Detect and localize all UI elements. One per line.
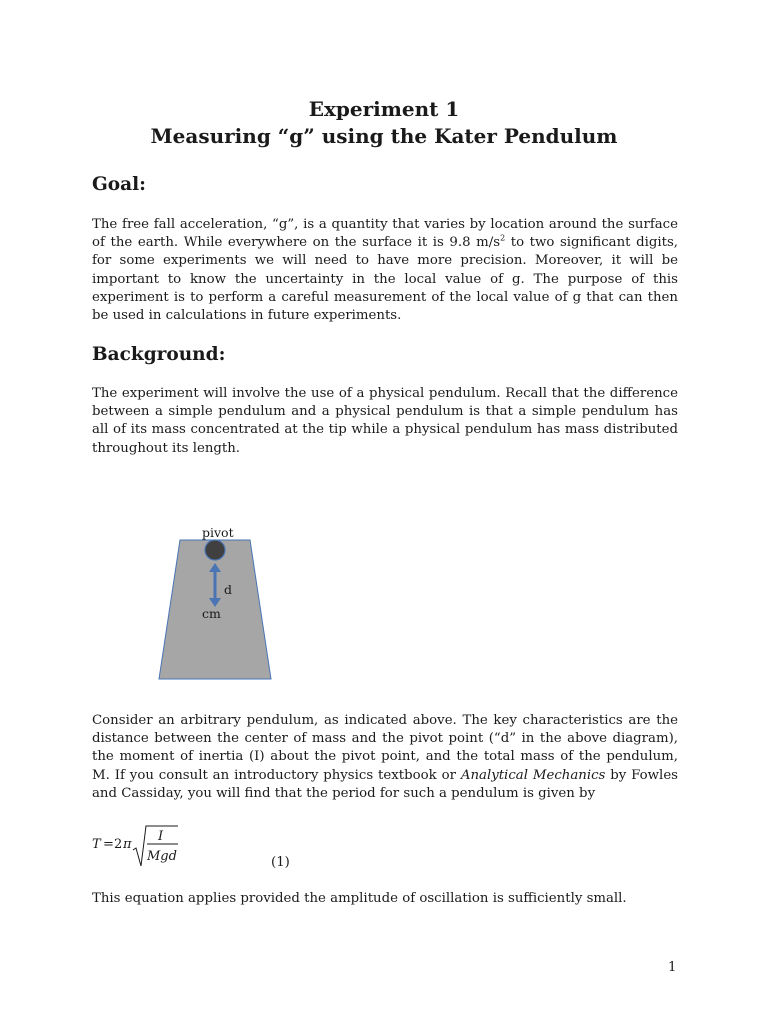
experiment-number-title: Experiment 1 [308, 97, 460, 121]
pivot-label: pivot [202, 525, 234, 540]
equation-equals: = [103, 837, 114, 852]
equation-coefficient: 2 [114, 837, 123, 852]
goal-text-part2: to two significant digits, for some experiments we will need to have more precision. Moreover, it will be important to know the uncertainty in the local value of g. The purpose of this experiment is to perform a careful measurement of the local value of g that can then be used in calculations in future experiments. [92, 235, 679, 324]
distance-label: d [224, 582, 233, 597]
paragraph2-text-part1: Consider an arbitrary pendulum, as indicated above. The key characteristics are the distance between the center of mass and the pivot point (“d” in the above diagram), the moment of inertia (I) about the pivot point, and the total mass of the pendulum, M. If you consult an introductory physics textbook or [92, 713, 678, 783]
paragraph2-text-part2: by Fowles and Cassiday, you will find that the period for such a pendulum is given by [92, 767, 679, 801]
background-paragraph-3: This equation applies provided the amplitude of oscillation is sufficiently small. [92, 891, 627, 906]
equation-denominator: Mgd [147, 849, 177, 864]
background-heading: Background: [92, 344, 226, 365]
background-paragraph-2 [92, 712, 678, 803]
center-of-mass-label: cm [202, 606, 221, 621]
goal-superscript: 2 [500, 233, 506, 243]
experiment-title: Measuring “g” using the Kater Pendulum [150, 124, 618, 148]
pendulum-diagram [150, 515, 290, 690]
pivot-point [205, 540, 225, 560]
equation-pi: π [123, 837, 132, 852]
book-title: Analytical Mechanics [460, 767, 606, 783]
equation-number: (1) [271, 855, 290, 870]
equation-numerator: I [158, 829, 164, 844]
goal-paragraph [92, 216, 678, 325]
equation-lhs: T [92, 837, 101, 852]
goal-text-part1: The free fall acceleration, “g”, is a quantity that varies by location around the surface of the earth. While everywhere on the surface it is 9.8 m/s [92, 217, 678, 251]
background-paragraph-1: The experiment will involve the use of a physical pendulum. Recall that the difference between a simple pendulum and a physical pendulum is that a simple pendulum has all of its mass concentrated at the tip while a physical pendulum has mass distributed throughout its length. [92, 386, 678, 456]
goal-heading: Goal: [92, 174, 146, 195]
page-number: 1 [668, 960, 677, 975]
